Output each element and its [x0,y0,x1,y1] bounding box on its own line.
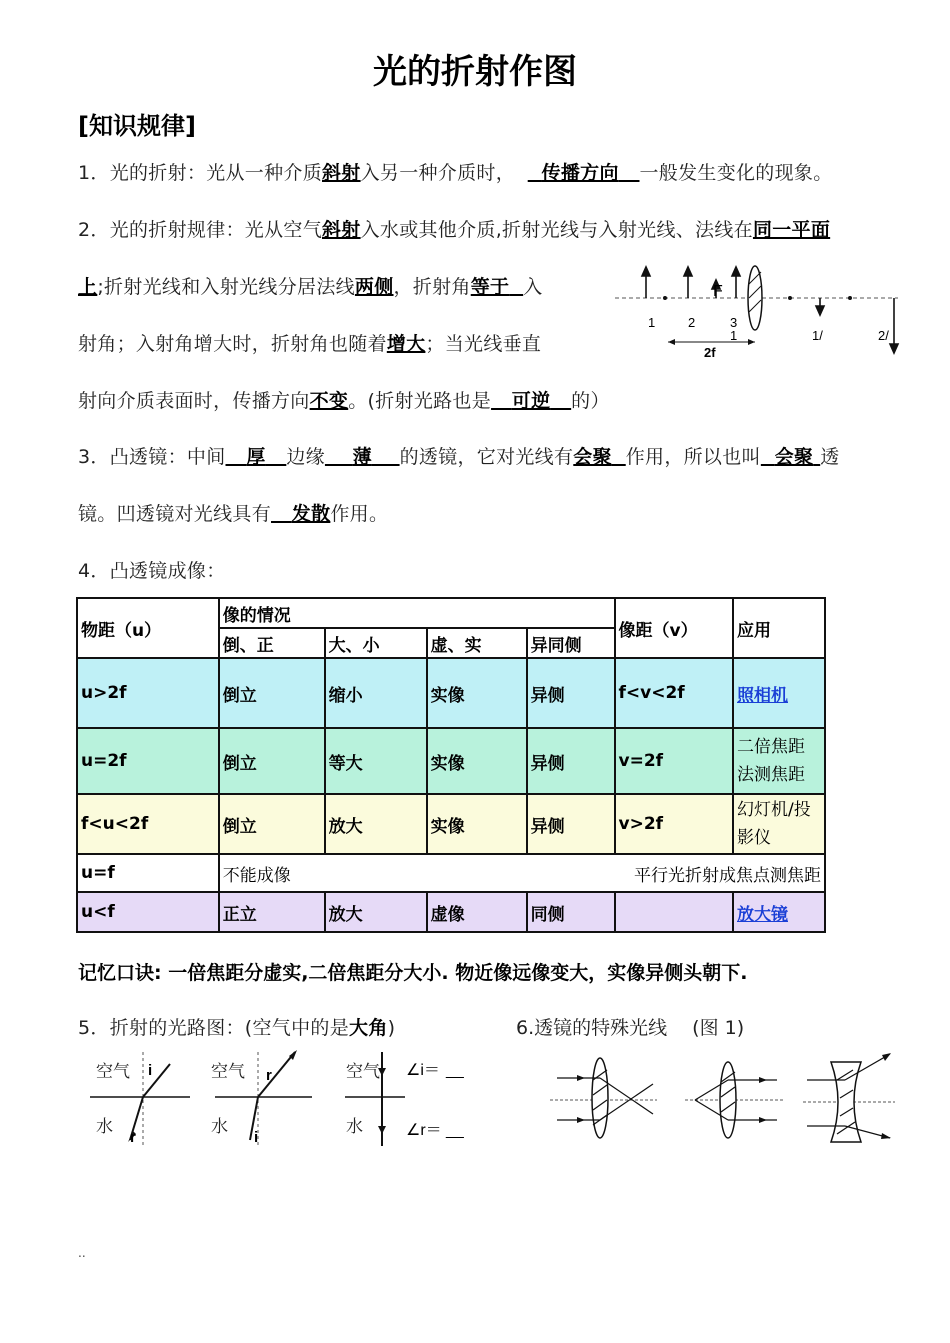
svg-text:2f: 2f [704,345,716,360]
footer-dots: .. [78,1246,86,1260]
svg-text:1: 1 [648,315,656,330]
svg-text:i: i [148,1062,153,1079]
paragraph-6: 6.透镜的特殊光线 (图 1) [516,1017,745,1039]
camera-link[interactable]: 照相机 [737,685,788,706]
table-row: u=f 不能成像 平行光折射成焦点测焦距 [77,854,825,892]
paragraph-3: 3．凸透镜：中间 厚 边缘 薄 的透镜，它对光线有会聚 作用，所以也叫 会聚 透 [78,446,840,468]
svg-text:2: 2 [688,315,696,330]
paragraph-2-line-2: 上;折射光线和入射光线分居法线两侧，折射角等于 入 [78,276,543,298]
table-row: u>2f 倒立 缩小 实像 异侧 f<v<2f 照相机 [77,658,825,728]
paragraph-1: 1．光的折射：光从一种介质斜射入另一种介质时， 传播方向 一般发生变化的现象。 [78,162,833,184]
svg-text:∠r＝: ∠r＝ [406,1122,442,1139]
page-title: 光的折射作图 [373,52,577,92]
svg-text:i: i [254,1129,259,1146]
paragraph-5: 5．折射的光路图：(空气中的是大角) [78,1017,396,1039]
header-image-info: 像的情况 [219,598,615,628]
special-rays-figure [545,1050,900,1145]
header-object-distance: 物距（u） [77,598,219,658]
table-row: u<f 正立 放大 虚像 同侧 放大镜 [77,892,825,932]
svg-text:1/: 1/ [812,328,823,343]
svg-text:1: 1 [730,328,738,343]
paragraph-4: 4．凸透镜成像： [78,560,226,582]
svg-text:空气: 空气 [96,1062,130,1081]
paragraph-3-line-2: 镜。凹透镜对光线具有 发散作用。 [78,503,389,525]
svg-text:∠i＝: ∠i＝ [406,1062,440,1079]
svg-text:水: 水 [346,1117,363,1136]
svg-text:__: __ [446,1122,464,1139]
header-application: 应用 [733,598,825,658]
svg-text:空气: 空气 [346,1062,380,1081]
svg-text:r: r [266,1067,272,1084]
convex-lens-icon [592,1058,608,1138]
svg-text:2/: 2/ [878,328,889,343]
imaging-table [76,597,826,933]
paragraph-2: 2．光的折射规律：光从空气斜射入水或其他介质,折射光线与入射光线、法线在同一平面 [78,219,831,241]
svg-text:3: 3 [730,315,738,330]
svg-text:空气: 空气 [211,1062,245,1081]
header-image-distance: 像距（v） [615,598,734,658]
paragraph-2-line-4: 射向介质表面时，传播方向不变。(折射光路也是 可逆 的） [78,390,610,412]
convex-lens-figure [610,262,910,362]
subheader: 倒、正 [219,628,325,658]
table-row: f<u<2f 倒立 放大 实像 异侧 v>2f 幻灯机/投影仪 [77,794,825,854]
paragraph-2-line-3: 射角；入射角增大时，折射角也随着增大；当光线垂直 [78,333,542,355]
subheader: 大、小 [325,628,427,658]
svg-text:r: r [130,1129,136,1146]
refraction-diagrams [90,1050,490,1150]
table-row: u=2f 倒立 等大 实像 异侧 v=2f 二倍焦距法测焦距 [77,728,825,794]
subheader: 异同侧 [527,628,615,658]
mnemonic: 记忆口诀: 一倍焦距分虚实,二倍焦距分大小. 物近像远像变大，实像异侧头朝下. [78,962,748,984]
svg-text:水: 水 [211,1117,228,1136]
svg-text:水: 水 [96,1117,113,1136]
magnifier-link[interactable]: 放大镜 [737,904,788,925]
focus-label: F [713,283,723,300]
convex-lens-icon [748,266,762,330]
section-header: [知识规律] [78,112,196,140]
subheader: 虚、实 [427,628,527,658]
svg-text:__: __ [446,1062,464,1079]
